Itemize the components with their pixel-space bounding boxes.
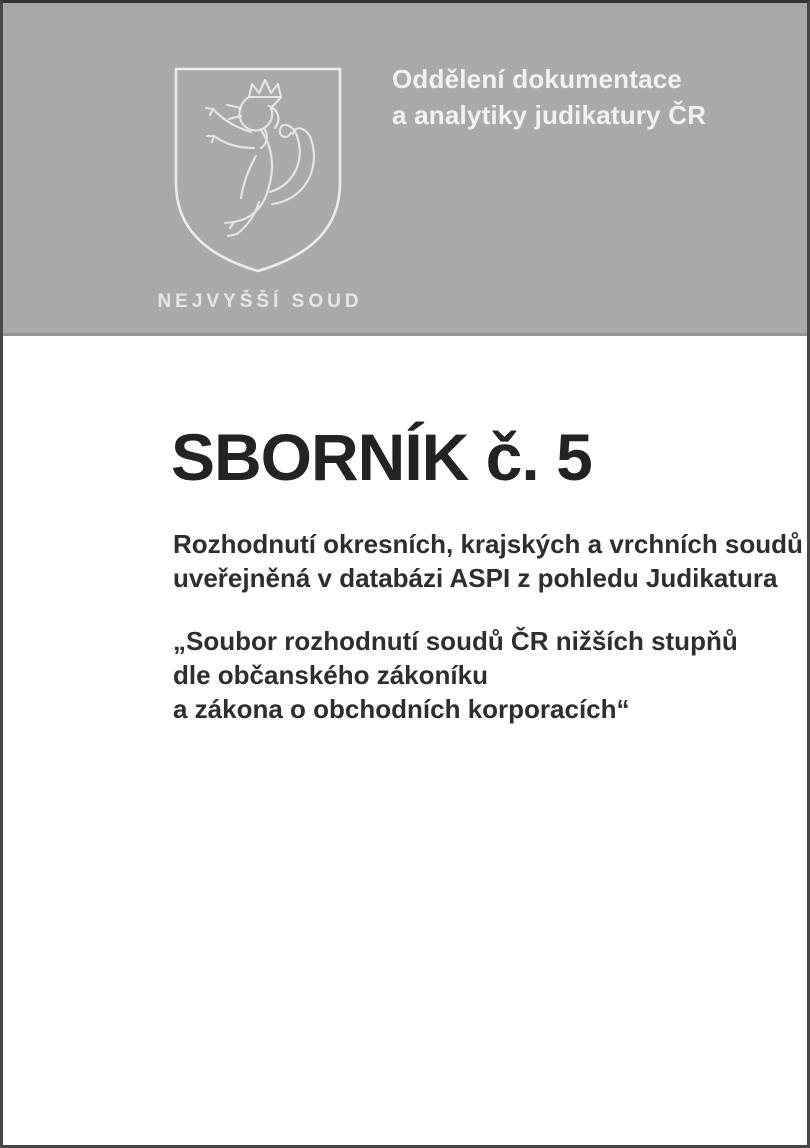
coat-of-arms-icon [171,63,345,277]
department-line-1: Oddělení dokumentace [392,64,683,94]
shield-outline [176,69,340,271]
quote-block [173,624,738,726]
department-line-2: a analytiky judikatury ČR [392,100,707,130]
subtitle [173,527,803,595]
court-name: NEJVYŠŠÍ SOUD [157,291,363,312]
header-band [3,3,807,336]
quote-line-1: „Soubor rozhodnutí soudů ČR nižších stupňů [173,626,738,656]
subtitle-line-1: Rozhodnutí okresních, krajských a vrchních soudů [173,529,803,559]
quote-line-2: dle občanského zákoníku [173,660,488,690]
subtitle-line-2: uveřejněná v databázi ASPI z pohledu Judikatura [173,563,778,593]
quote-line-3: a zákona o obchodních korporacích“ [173,694,630,724]
department-text [392,61,706,133]
double-tailed-lion [206,80,314,236]
page-title: SBORNÍK č. 5 [171,420,592,494]
